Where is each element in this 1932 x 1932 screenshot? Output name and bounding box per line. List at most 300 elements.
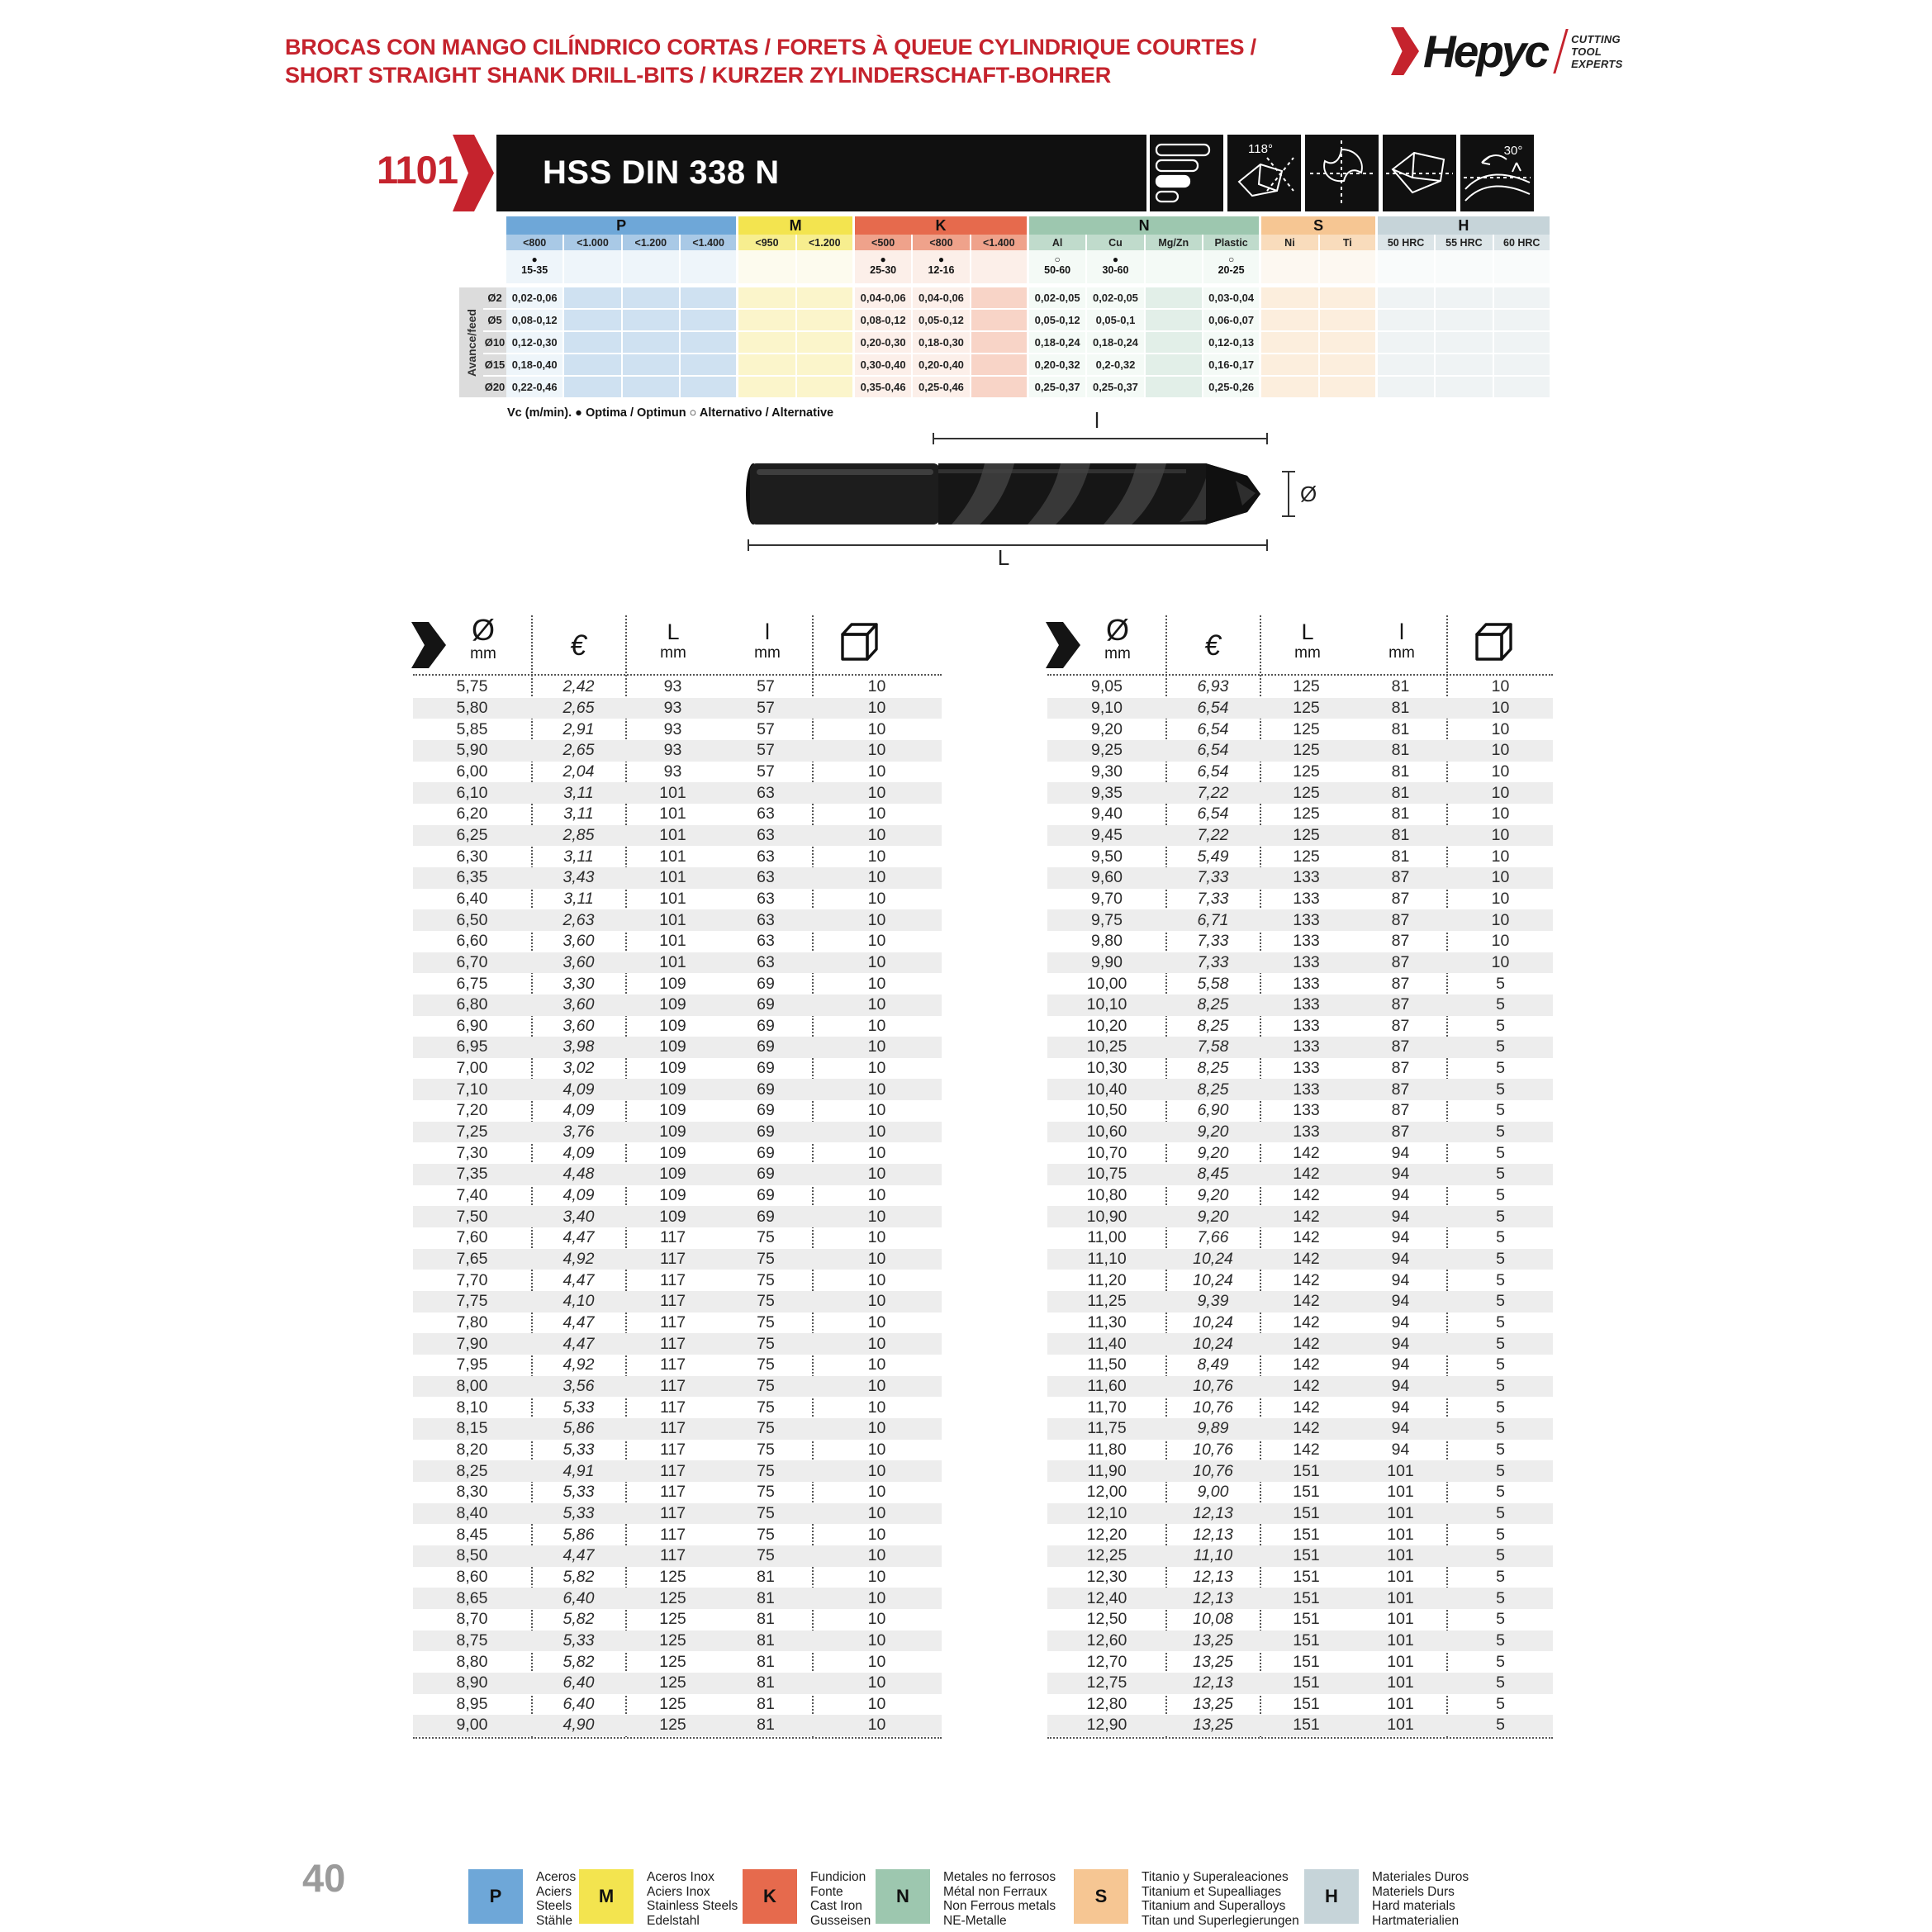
package-qty-value: 5	[1496, 1376, 1505, 1395]
package-qty-value: 5	[1496, 1292, 1505, 1311]
total-length-value: 109	[659, 995, 686, 1014]
price-value: 4,47	[563, 1313, 595, 1332]
table-row	[413, 1333, 942, 1355]
diameter-value: 12,20	[1086, 1525, 1127, 1544]
total-length-value: 101	[659, 805, 686, 824]
materials-row	[506, 377, 1552, 399]
vc-cell	[1261, 250, 1319, 283]
price-value: 5,82	[563, 1567, 595, 1586]
table-row	[1047, 782, 1553, 804]
package-qty-value: 5	[1496, 1483, 1505, 1502]
feed-cell	[797, 287, 855, 310]
package-qty-value: 10	[867, 1610, 886, 1629]
price-value: 12,13	[1193, 1567, 1233, 1586]
package-qty-value: 5	[1496, 1080, 1505, 1099]
flute-length-column-header: l mm	[754, 619, 781, 662]
price-value: 8,49	[1197, 1355, 1229, 1374]
total-length-value: 151	[1293, 1694, 1320, 1713]
product-arrow-icon	[453, 135, 494, 211]
diameter-value: 12,10	[1086, 1503, 1127, 1522]
table-marker-chevron-icon	[1046, 622, 1080, 668]
flute-length-value: 69	[757, 1059, 775, 1078]
total-length-value: 109	[659, 1123, 686, 1142]
total-length-value: 117	[659, 1355, 686, 1374]
total-length-value: 125	[659, 1694, 686, 1713]
feed-cell	[1320, 310, 1378, 332]
price-value: 6,54	[1197, 698, 1229, 717]
package-qty-value: 10	[867, 1673, 886, 1692]
flute-length-value: 101	[1387, 1694, 1414, 1713]
table-row	[1047, 1567, 1553, 1588]
material-subcolumn: 55 HRC	[1436, 235, 1493, 250]
table-row	[1047, 762, 1553, 783]
legend-text: Fundicion Fonte Cast Iron Gusseisen	[810, 1870, 871, 1928]
package-qty-value: 5	[1496, 1461, 1505, 1480]
package-qty-value: 5	[1496, 1270, 1505, 1289]
table-row	[1047, 1588, 1553, 1609]
feed-cell	[623, 354, 681, 377]
material-subcolumn: Plastic	[1203, 235, 1261, 250]
total-length-value: 101	[659, 783, 686, 802]
feed-cell: 0,16-0,17	[1203, 354, 1261, 377]
package-qty-value: 5	[1496, 1250, 1505, 1269]
diameter-value: 6,70	[456, 952, 488, 971]
feed-side-label: Avance/feed	[459, 287, 483, 397]
price-value: 12,13	[1193, 1588, 1233, 1607]
table-row	[1047, 1524, 1553, 1545]
diameter-value: 11,40	[1087, 1334, 1127, 1353]
table-row	[413, 676, 942, 698]
price-value: 3,43	[563, 868, 595, 887]
diameter-value: 12,80	[1086, 1694, 1127, 1713]
flute-length-value: 69	[757, 1123, 775, 1142]
package-qty-value: 5	[1496, 1588, 1505, 1607]
table-row	[413, 1651, 942, 1673]
total-length-value: 151	[1293, 1610, 1320, 1629]
table-row	[1047, 1016, 1553, 1037]
table-row	[413, 1079, 942, 1100]
diameter-value: 10,00	[1086, 974, 1127, 993]
total-length-value: 142	[1293, 1419, 1320, 1438]
diameter-value: 10,30	[1086, 1059, 1127, 1078]
table-row	[413, 1440, 942, 1461]
diameter-value: 6,60	[456, 932, 488, 951]
diameter-value: 6,25	[456, 825, 488, 844]
total-length-value: 109	[659, 1059, 686, 1078]
feed-cell	[623, 310, 681, 332]
total-length-value: 125	[1293, 719, 1320, 738]
flute-length-value: 69	[757, 1165, 775, 1184]
price-value: 6,90	[1197, 1101, 1229, 1120]
package-qty-value: 10	[867, 1419, 886, 1438]
table-row	[1047, 867, 1553, 889]
price-value: 5,86	[563, 1419, 595, 1438]
flute-length-value: 94	[1391, 1207, 1410, 1226]
feed-cell: 0,18-0,24	[1087, 332, 1145, 354]
table-row	[413, 1249, 942, 1270]
total-length-value: 101	[659, 910, 686, 929]
flute-length-value: 94	[1391, 1250, 1410, 1269]
material-group-H: H	[1378, 216, 1552, 235]
price-value: 5,86	[563, 1525, 595, 1544]
feed-cell	[564, 310, 622, 332]
price-value: 12,13	[1193, 1525, 1233, 1544]
total-length-value: 151	[1293, 1716, 1320, 1735]
total-length-value: 151	[1293, 1503, 1320, 1522]
flute-length-value: 94	[1391, 1334, 1410, 1353]
package-qty-value: 10	[867, 1016, 886, 1035]
price-value: 2,91	[563, 719, 595, 738]
table-row	[413, 1545, 942, 1567]
table-row	[413, 1524, 942, 1545]
flute-length-value: 101	[1387, 1461, 1414, 1480]
diameter-value: 9,60	[1091, 868, 1123, 887]
feed-cell	[681, 377, 738, 399]
table-row	[1047, 1100, 1553, 1122]
diameter-value: 10,25	[1086, 1037, 1127, 1056]
flute-length-value: 101	[1387, 1546, 1414, 1565]
total-length-value: 101	[659, 868, 686, 887]
total-length-value: 125	[659, 1610, 686, 1629]
flute-length-value: 87	[1391, 1016, 1410, 1035]
flute-length-value: 81	[757, 1673, 775, 1692]
material-group-P: P	[506, 216, 738, 235]
flute-length-value: 69	[757, 1143, 775, 1162]
package-qty-value: 10	[867, 1207, 886, 1226]
package-qty-value: 10	[1491, 698, 1510, 717]
package-qty-value: 10	[867, 677, 886, 696]
package-qty-value: 5	[1496, 1334, 1505, 1353]
price-value: 6,93	[1197, 677, 1229, 696]
legend-item-H	[1304, 1869, 1469, 1928]
total-length-value: 125	[1293, 805, 1320, 824]
total-length-value: 93	[663, 762, 682, 781]
feed-cell	[971, 287, 1029, 310]
diameter-value: 10,80	[1086, 1186, 1127, 1205]
flute-length-value: 87	[1391, 995, 1410, 1014]
total-length-value: 117	[659, 1292, 686, 1311]
diameter-value: 6,40	[456, 889, 488, 908]
package-qty-value: 10	[1491, 910, 1510, 929]
price-value: 9,20	[1197, 1207, 1229, 1226]
material-group-N: N	[1029, 216, 1261, 235]
diameter-value: 6,75	[456, 974, 488, 993]
helix-angle-label: 30°	[1503, 144, 1523, 158]
table-row	[413, 698, 942, 719]
flute-length-value: 69	[757, 1207, 775, 1226]
diameter-value: 11,70	[1087, 1398, 1127, 1417]
price-value: 2,85	[563, 825, 595, 844]
package-qty-value: 10	[867, 995, 886, 1014]
feed-cell	[564, 377, 622, 399]
table-row	[1047, 1206, 1553, 1227]
flute-length-value: 81	[1391, 677, 1410, 696]
price-value: 9,20	[1197, 1123, 1229, 1142]
flute-length-value: 63	[757, 805, 775, 824]
materials-row	[506, 250, 1552, 283]
vc-cell: ○ 20-25	[1203, 250, 1261, 283]
table-row	[413, 1016, 942, 1037]
flute-length-value: 75	[757, 1228, 775, 1247]
flute-length-value: 63	[757, 910, 775, 929]
total-length-value: 142	[1293, 1186, 1320, 1205]
feed-cell	[1436, 354, 1493, 377]
flute-length-column-header: l mm	[1388, 619, 1415, 662]
diameter-value: 8,60	[456, 1567, 488, 1586]
feed-cell	[564, 287, 622, 310]
package-qty-value: 10	[867, 719, 886, 738]
total-length-value: 125	[1293, 741, 1320, 760]
vc-footnote: Vc (m/min). ● Optima / Optimun ○ Alternativo / Alternative	[507, 406, 834, 420]
package-quantity-icon	[836, 619, 882, 667]
diameter-value: 9,80	[1091, 932, 1123, 951]
feed-cell: 0,04-0,06	[913, 287, 971, 310]
price-value: 3,11	[563, 805, 594, 824]
vc-cell	[564, 250, 622, 283]
price-value: 7,33	[1197, 868, 1229, 887]
table-row	[1047, 740, 1553, 762]
total-length-value: 125	[659, 1716, 686, 1735]
diameter-value: 11,20	[1087, 1270, 1127, 1289]
package-qty-value: 5	[1496, 1716, 1505, 1735]
logo-chevron-icon	[1391, 27, 1419, 75]
total-length-value: 101	[659, 952, 686, 971]
total-length-value: 151	[1293, 1525, 1320, 1544]
legend-text: Metales no ferrosos Métal non Ferraux Non Ferrous metals NE-Metalle	[943, 1870, 1056, 1928]
table-row	[1047, 1418, 1553, 1440]
feed-cell	[1320, 377, 1378, 399]
flute-length-value: 75	[757, 1419, 775, 1438]
package-qty-value: 10	[867, 1059, 886, 1078]
total-length-value: 133	[1293, 889, 1320, 908]
total-length-value: 109	[659, 1207, 686, 1226]
package-qty-value: 10	[867, 1461, 886, 1480]
table-row	[413, 782, 942, 804]
price-value: 3,60	[563, 952, 595, 971]
total-length-value: 117	[659, 1546, 686, 1565]
price-value: 5,33	[563, 1440, 595, 1459]
total-length-value: 142	[1293, 1228, 1320, 1247]
page-title-line1: BROCAS CON MANGO CILÍNDRICO CORTAS / FORETS À QUEUE CYLINDRIQUE COURTES /	[285, 35, 1256, 59]
package-qty-value: 5	[1496, 1631, 1505, 1650]
price-value: 5,33	[563, 1631, 595, 1650]
price-value: 4,47	[563, 1228, 595, 1247]
flute-length-value: 75	[757, 1503, 775, 1522]
material-group-K: K	[855, 216, 1029, 235]
package-qty-value: 5	[1496, 1567, 1505, 1586]
total-length-value: 142	[1293, 1143, 1320, 1162]
diameter-value: 7,20	[456, 1101, 488, 1120]
flute-length-value: 101	[1387, 1673, 1414, 1692]
flute-length-value: 75	[757, 1270, 775, 1289]
diameter-value: 8,50	[456, 1546, 488, 1565]
materials-row	[506, 235, 1552, 250]
package-qty-value: 10	[867, 741, 886, 760]
package-qty-value: 5	[1496, 1228, 1505, 1247]
diameter-value: 6,80	[456, 995, 488, 1014]
price-value: 3,98	[563, 1037, 595, 1056]
legend-item-M	[579, 1869, 738, 1928]
flute-length-value: 75	[757, 1546, 775, 1565]
table-row	[1047, 1227, 1553, 1249]
diameter-value: 10,75	[1086, 1165, 1127, 1184]
legend-item-S	[1074, 1869, 1299, 1928]
feed-cell: 0,22-0,46	[506, 377, 564, 399]
package-qty-value: 5	[1496, 1503, 1505, 1522]
diameter-value: 8,25	[456, 1461, 488, 1480]
legend-swatch-N: N	[876, 1869, 930, 1924]
package-qty-value: 10	[867, 1525, 886, 1544]
feed-cell	[1261, 377, 1319, 399]
material-subcolumn: <1.400	[971, 235, 1029, 250]
diameter-value: 9,10	[1091, 698, 1123, 717]
price-value: 9,39	[1197, 1292, 1229, 1311]
legend-item-N	[876, 1869, 1056, 1928]
package-qty-value: 10	[1491, 847, 1510, 866]
materials-feed-table	[506, 216, 1552, 399]
total-length-value: 133	[1293, 952, 1320, 971]
table-row	[1047, 804, 1553, 825]
price-value: 9,20	[1197, 1186, 1229, 1205]
material-subcolumn: <950	[738, 235, 796, 250]
price-column-header: €	[1204, 629, 1221, 662]
feed-cell: 0,08-0,12	[855, 310, 913, 332]
package-qty-value: 10	[867, 1483, 886, 1502]
total-length-value: 151	[1293, 1483, 1320, 1502]
total-length-value: 142	[1293, 1355, 1320, 1374]
package-qty-value: 10	[867, 868, 886, 887]
price-value: 3,11	[563, 889, 594, 908]
diameter-value: 10,40	[1086, 1080, 1127, 1099]
feed-row-label: Ø5	[483, 310, 506, 332]
table-row	[1047, 1376, 1553, 1398]
diameter-value: 8,00	[456, 1376, 488, 1395]
package-qty-value: 10	[867, 1376, 886, 1395]
price-value: 13,25	[1193, 1716, 1233, 1735]
feed-cell: 0,06-0,07	[1203, 310, 1261, 332]
feed-row-label: Ø15	[483, 354, 506, 377]
total-length-value: 133	[1293, 1016, 1320, 1035]
table-row	[413, 1100, 942, 1122]
package-qty-value: 5	[1496, 1143, 1505, 1162]
diameter-value: 9,70	[1091, 889, 1123, 908]
table-row	[1047, 973, 1553, 994]
package-qty-value: 5	[1496, 1059, 1505, 1078]
total-length-value: 109	[659, 974, 686, 993]
flute-length-value: 75	[757, 1313, 775, 1332]
total-length-value: 117	[659, 1440, 686, 1459]
price-value: 3,30	[563, 974, 595, 993]
table-row	[1047, 1313, 1553, 1334]
package-qty-value: 10	[867, 1165, 886, 1184]
package-qty-value: 5	[1496, 1419, 1505, 1438]
package-qty-value: 10	[867, 1270, 886, 1289]
price-value: 3,56	[563, 1376, 595, 1395]
material-subcolumn: <800	[913, 235, 971, 250]
package-qty-value: 10	[867, 1250, 886, 1269]
diameter-value: 7,00	[456, 1059, 488, 1078]
feed-cell	[1320, 354, 1378, 377]
feed-cell: 0,20-0,32	[1029, 354, 1087, 377]
table-row	[1047, 1122, 1553, 1143]
feed-cell	[971, 310, 1029, 332]
price-value: 13,25	[1193, 1631, 1233, 1650]
table-row	[1047, 1460, 1553, 1482]
package-qty-value: 10	[867, 1652, 886, 1671]
total-length-value: 93	[663, 741, 682, 760]
price-value: 8,25	[1197, 1080, 1229, 1099]
feed-row-label: Ø20	[483, 377, 506, 399]
vc-cell: ● 12-16	[913, 250, 971, 283]
price-value: 2,04	[563, 762, 595, 781]
diameter-value: 8,45	[456, 1525, 488, 1544]
package-qty-value: 10	[867, 1567, 886, 1586]
price-value: 10,76	[1193, 1461, 1233, 1480]
total-length-value: 125	[659, 1567, 686, 1586]
table-row	[1047, 1058, 1553, 1080]
package-qty-value: 5	[1496, 1398, 1505, 1417]
package-qty-value: 10	[867, 1080, 886, 1099]
table-row	[413, 973, 942, 994]
package-qty-value: 10	[867, 847, 886, 866]
diameter-value: 10,70	[1086, 1143, 1127, 1162]
table-row	[1047, 931, 1553, 952]
diameter-value: 8,15	[456, 1419, 488, 1438]
price-value: 9,89	[1197, 1419, 1229, 1438]
flute-length-value: 101	[1387, 1652, 1414, 1671]
material-subcolumn: Cu	[1087, 235, 1145, 250]
diameter-value: 9,40	[1091, 805, 1123, 824]
table-row	[413, 1142, 942, 1164]
table-header-rule	[413, 674, 942, 676]
legend-swatch-H: H	[1304, 1869, 1359, 1924]
material-subcolumn: Al	[1029, 235, 1087, 250]
price-value: 5,82	[563, 1652, 595, 1671]
price-value: 10,24	[1193, 1334, 1233, 1353]
feed-cell: 0,25-0,46	[913, 377, 971, 399]
feed-cell	[797, 377, 855, 399]
flute-length-value: 94	[1391, 1440, 1410, 1459]
feed-cell	[1320, 332, 1378, 354]
vc-cell	[623, 250, 681, 283]
table-row	[413, 1418, 942, 1440]
flute-length-value: 63	[757, 889, 775, 908]
feed-cell	[1146, 287, 1203, 310]
materials-row	[506, 332, 1552, 354]
legend-item-P	[468, 1869, 576, 1928]
flute-length-value: 81	[757, 1652, 775, 1671]
flute-length-value: 101	[1387, 1610, 1414, 1629]
total-length-value: 93	[663, 698, 682, 717]
table-row	[413, 825, 942, 847]
vc-cell: ● 25-30	[855, 250, 913, 283]
diameter-value: 11,75	[1087, 1419, 1127, 1438]
price-value: 5,58	[1197, 974, 1229, 993]
flute-length-value: 81	[1391, 783, 1410, 802]
feed-cell	[1494, 354, 1552, 377]
package-qty-value: 10	[1491, 889, 1510, 908]
table-row	[1047, 1291, 1553, 1313]
flute-length-value: 81	[1391, 719, 1410, 738]
flute-length-value: 69	[757, 1080, 775, 1099]
total-length-value: 117	[659, 1419, 686, 1438]
feed-cell: 0,18-0,24	[1029, 332, 1087, 354]
price-value: 13,25	[1193, 1652, 1233, 1671]
feed-cell	[738, 354, 796, 377]
total-length-value: 125	[659, 1673, 686, 1692]
flute-length-value: 75	[757, 1398, 775, 1417]
feed-cell	[971, 332, 1029, 354]
